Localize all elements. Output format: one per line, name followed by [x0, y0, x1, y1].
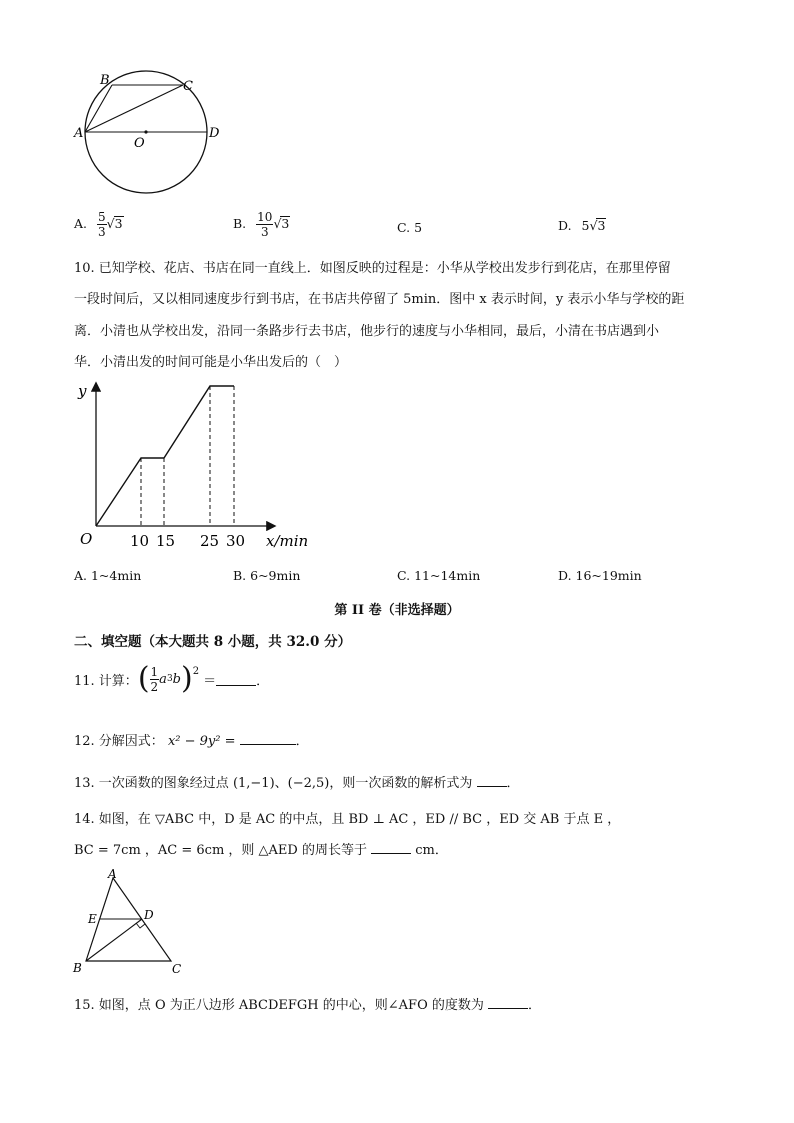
q10-distance-time-graph: [74, 378, 324, 553]
q14-line-1: 14. 如图，在 ▽ABC 中，D 是 AC 的中点，且 BD ⊥ AC ，ED // BC ，ED 交 AB 于点 E ，: [74, 812, 621, 827]
q13-line: 13. 一次函数的图象经过点 (1,−1)、(−2,5)，则一次函数的解析式为 ．: [74, 776, 520, 791]
label-o: O: [134, 136, 145, 151]
q15-line: 15. 如图，点 O 为正八边形 ABCDEFGH 的中心，则∠AFO 的度数为 ．: [74, 998, 542, 1013]
q10-line-2: 一段时间后，又以相同速度步行到书店，在书店共停留了 5min．图中 x 表示时间，y 表示小华与学校的距: [74, 292, 685, 307]
q12-line: 12. 分解因式： x² − 9y² = ．: [74, 734, 309, 749]
label-c: C: [183, 79, 193, 94]
q14-answer-blank[interactable]: [371, 841, 411, 854]
q10-option-b[interactable]: B. 6~9min: [233, 568, 301, 583]
tick-15: 15: [156, 532, 176, 550]
label-a: A: [74, 126, 84, 141]
q15-answer-blank[interactable]: [488, 996, 528, 1009]
q9-option-b[interactable]: B. $\frac{10}{3}$ √3: [233, 210, 290, 239]
q9-option-a[interactable]: A. $\frac{5}{3}$ √3: [74, 210, 123, 239]
q10-line-3: 离．小清也从学校出发，沿同一条路步行去书店，他步行的速度与小华相同，最后，小清在书店遇到小: [74, 324, 660, 339]
label-b: B: [73, 961, 82, 975]
y-axis-label: y: [78, 382, 87, 400]
label-b: B: [100, 73, 110, 88]
tick-30: 30: [226, 532, 246, 550]
tick-25: 25: [200, 532, 220, 550]
q11-line: 11. 计算： ( $\frac{1}{2}$ a 3 b ) $^2$ ＝ ．: [74, 661, 270, 696]
section-title: 第 II 卷（非选择题）: [334, 603, 460, 618]
q10-option-c[interactable]: C. 11~14min: [397, 568, 481, 583]
q9-option-d[interactable]: D. 5√3: [558, 218, 606, 233]
section-heading: 二、填空题（本大题共 8 小题，共 32.0 分）: [74, 634, 352, 650]
distance-line: [96, 386, 234, 526]
origin-label: O: [80, 530, 93, 548]
q14-line-2: BC = 7cm ，AC = 6cm ，则 △AED 的周长等于 cm．: [74, 843, 448, 858]
q9-option-c[interactable]: C. 5: [397, 220, 423, 235]
label-d: D: [144, 908, 154, 922]
label-e: E: [88, 912, 97, 926]
x-axis-label: x/min: [266, 532, 309, 550]
q12-answer-blank[interactable]: [240, 732, 296, 745]
label-a: A: [108, 867, 117, 881]
q13-answer-blank[interactable]: [477, 774, 507, 787]
q10-line-4: 华．小清出发的时间可能是小华出发后的（ ）: [74, 355, 348, 370]
q9-circle-figure: [70, 66, 230, 196]
tick-10: 10: [130, 532, 150, 550]
q10-option-d[interactable]: D. 16~19min: [558, 568, 642, 583]
q10-line-1: 10. 已知学校、花店、书店在同一直线上．如图反映的过程是：小华从学校出发步行到花店，在那里停留: [74, 261, 671, 276]
q14-triangle-figure: [68, 864, 198, 982]
q11-answer-blank[interactable]: [216, 673, 256, 686]
label-d: D: [209, 126, 220, 141]
label-c: C: [172, 962, 182, 976]
q10-option-a[interactable]: A. 1~4min: [74, 568, 142, 583]
